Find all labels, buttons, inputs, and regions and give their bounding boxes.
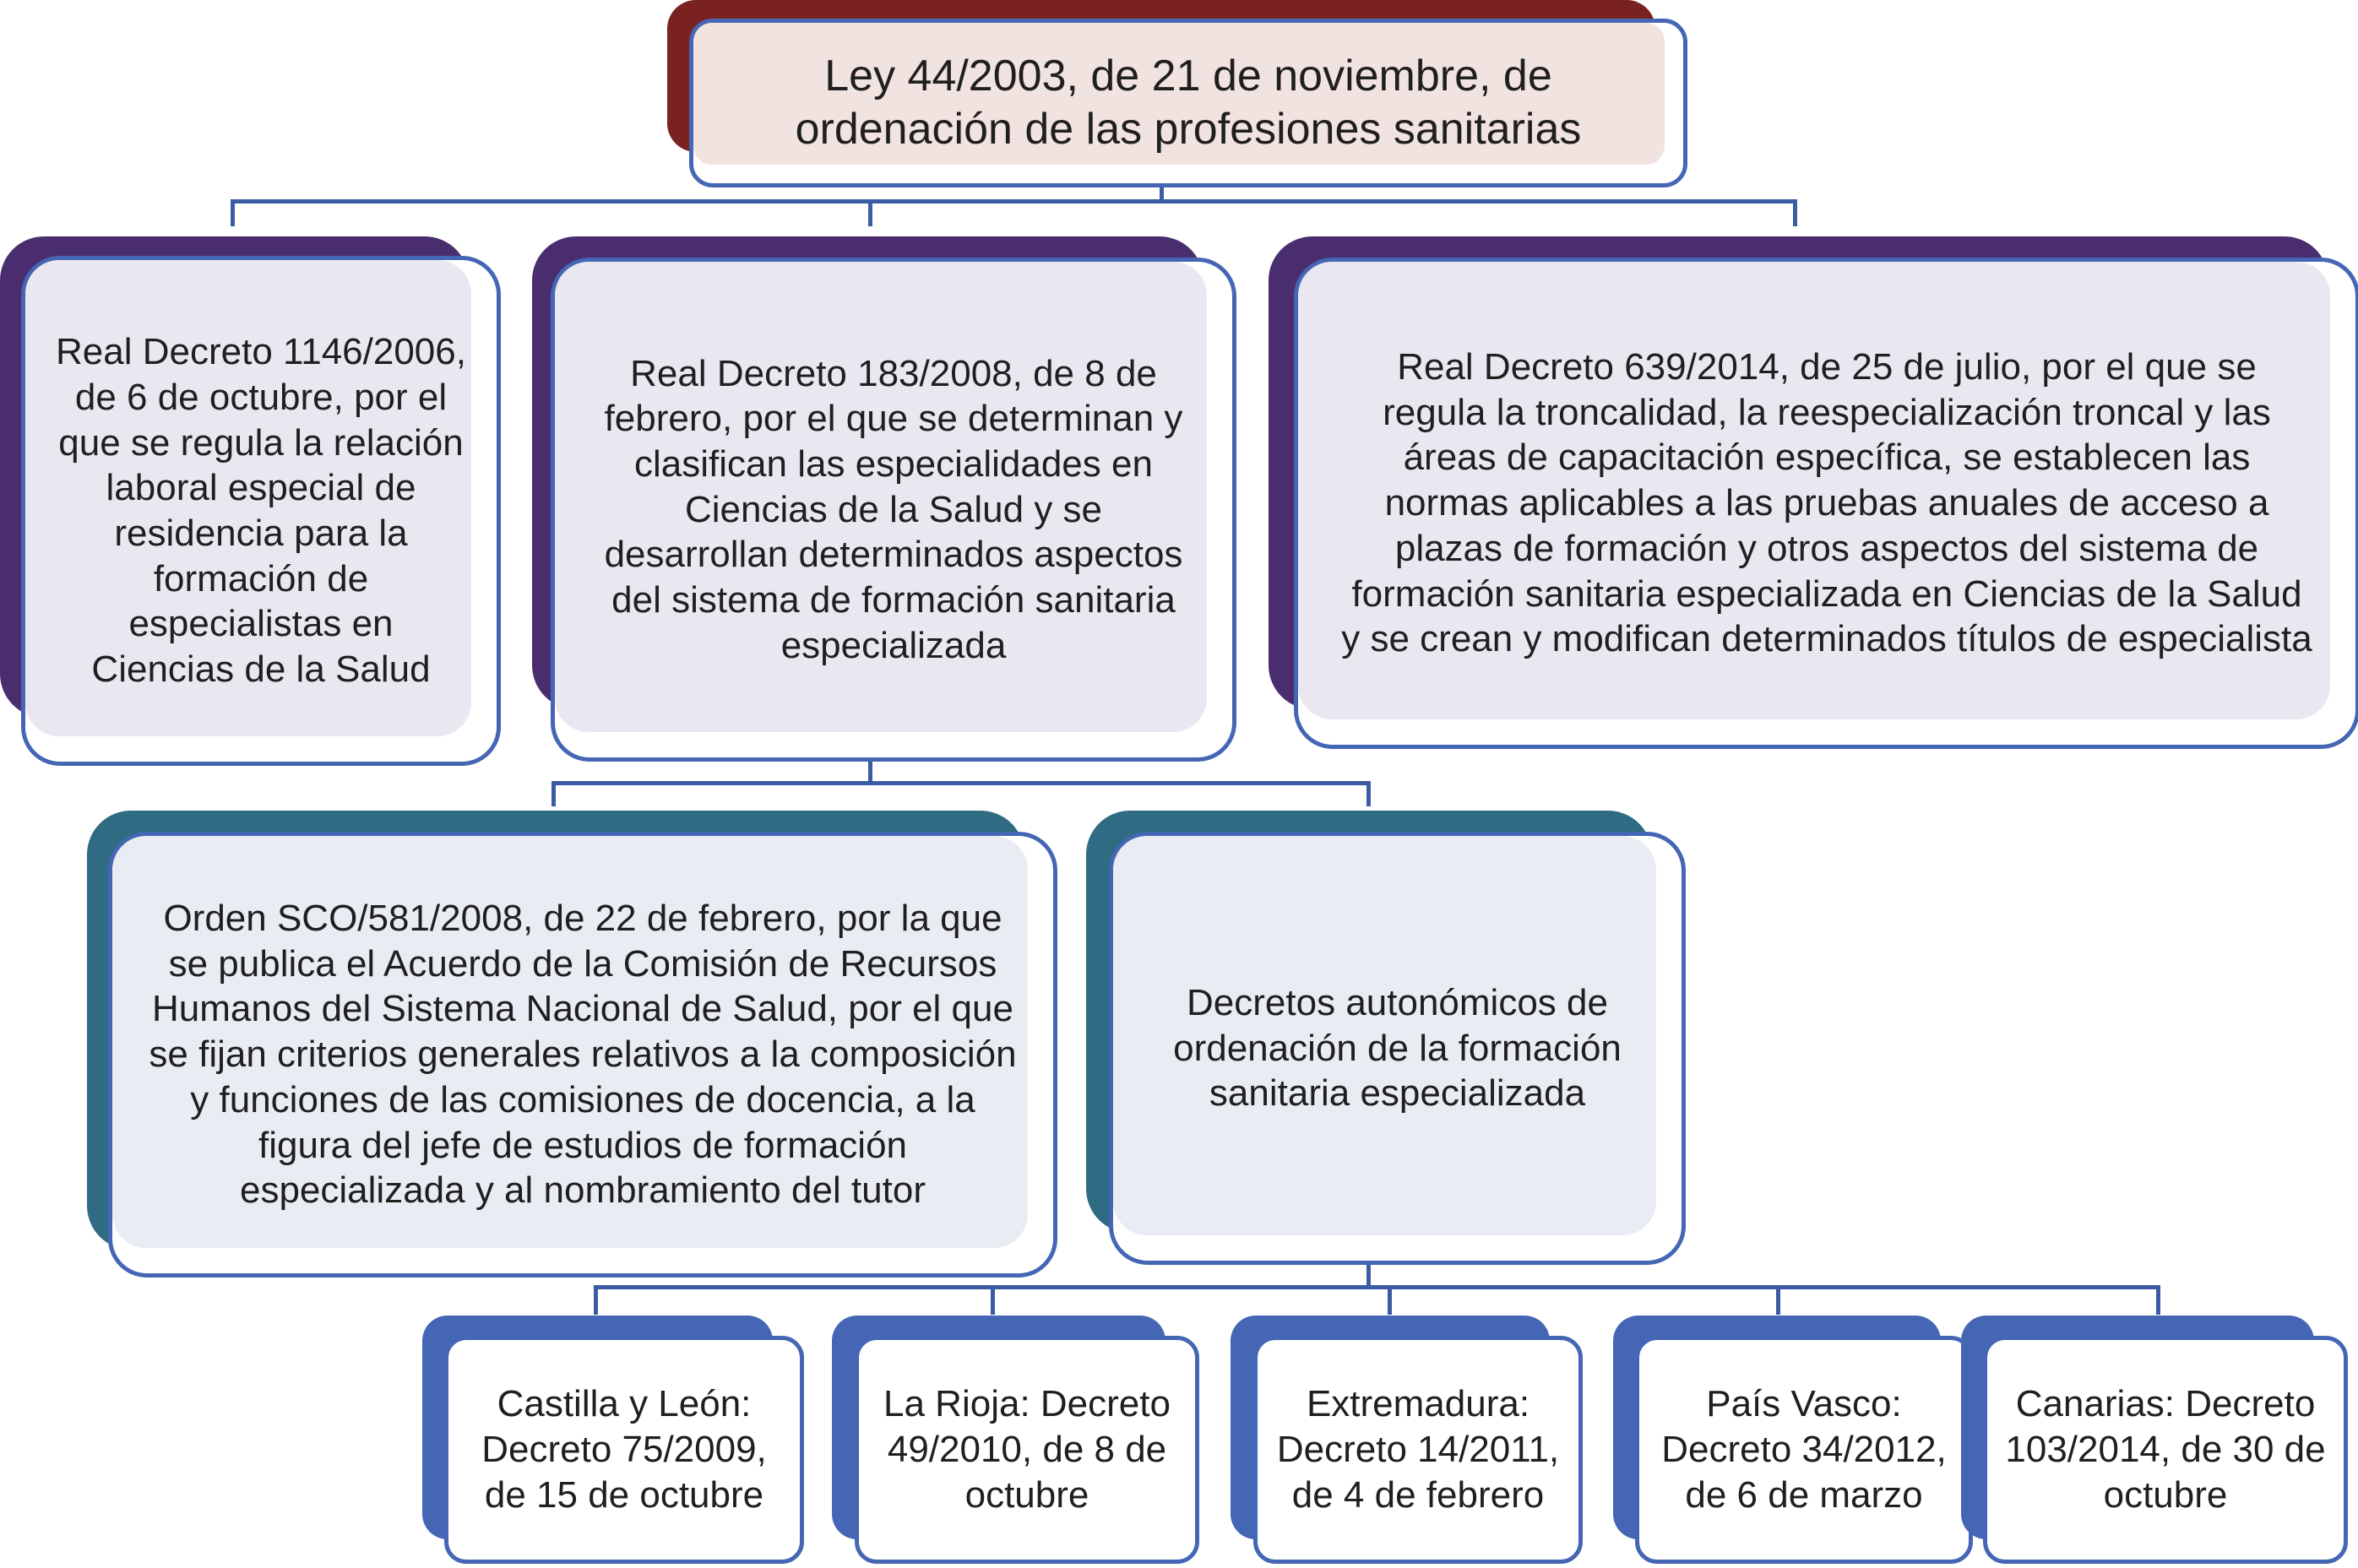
connector bbox=[594, 1285, 2160, 1289]
connector bbox=[231, 199, 235, 226]
connector bbox=[1776, 1285, 1780, 1315]
connector bbox=[551, 781, 556, 806]
decretos-autonomicos-label: Decretos autonómicos de ordenación de la formación sanitaria especializada bbox=[1173, 981, 1622, 1115]
pais-vasco-label: País Vasco: Decreto 34/2012, de 6 de marzo bbox=[1661, 1383, 1947, 1516]
connector bbox=[868, 199, 872, 226]
extremadura-node bbox=[1253, 1336, 1583, 1564]
rd-183-node bbox=[551, 258, 1236, 762]
connector bbox=[594, 1285, 598, 1315]
root-node-label: Ley 44/2003, de 21 de noviembre, de ordenación de las profesiones sanitarias bbox=[795, 51, 1582, 154]
decretos-autonomicos-node bbox=[1109, 832, 1686, 1265]
orden-sco-label: Orden SCO/581/2008, de 22 de febrero, por la que se publica el Acuerdo de la Comisión de Recursos Humanos del Sistema Nacional de Salud, por el que se fijan criterios generales relativos a la composición y funciones de las comisiones de docencia, a la figura del jefe de estudios de formación especializada y al nombramiento del tutor bbox=[149, 898, 1017, 1212]
rd-639-label: Real Decreto 639/2014, de 25 de julio, por el que se regula la troncalidad, la reespecialización troncal y las áreas de capacitación específica, se establecen las normas aplicables a las pruebas anuales de acceso a plazas de formación y otros aspectos del sistema de formación sanitaria especializada en Ciencias de la Salud y se crean y modifican determinados títulos de especialista bbox=[1341, 346, 2312, 660]
canarias-node bbox=[1983, 1336, 2348, 1564]
rd-1146-node bbox=[21, 256, 501, 766]
connector bbox=[1388, 1285, 1392, 1315]
castilla-leon-label: Castilla y León: Decreto 75/2009, de 15 de octubre bbox=[481, 1383, 767, 1516]
la-rioja-node bbox=[855, 1336, 1199, 1564]
connector bbox=[551, 781, 1371, 785]
connector bbox=[231, 199, 1797, 203]
pais-vasco-node bbox=[1635, 1336, 1973, 1564]
extremadura-label: Extremadura: Decreto 14/2011, de 4 de febrero bbox=[1276, 1383, 1560, 1516]
rd-1146-label: Real Decreto 1146/2006, de 6 de octubre, por el que se regula la relación laboral especial de residencia para la formación de especialistas en Ciencias de la Salud bbox=[56, 331, 466, 691]
root-node bbox=[689, 19, 1687, 187]
rd-183-label: Real Decreto 183/2008, de 8 de febrero, por el que se determinan y clasifican las especialidades en Ciencias de la Salud y se desarrollan determinados aspectos del sistema de formación sanitaria especializada bbox=[604, 352, 1183, 666]
connector bbox=[1793, 199, 1797, 226]
castilla-leon-node bbox=[444, 1336, 804, 1564]
connector bbox=[2156, 1285, 2160, 1315]
connector bbox=[991, 1285, 995, 1315]
orden-sco-node bbox=[108, 832, 1057, 1278]
la-rioja-label: La Rioja: Decreto 49/2010, de 8 de octubre bbox=[883, 1383, 1171, 1516]
rd-639-node bbox=[1294, 258, 2358, 749]
connector bbox=[1366, 781, 1371, 806]
canarias-label: Canarias: Decreto 103/2014, de 30 de octubre bbox=[2005, 1383, 2326, 1516]
